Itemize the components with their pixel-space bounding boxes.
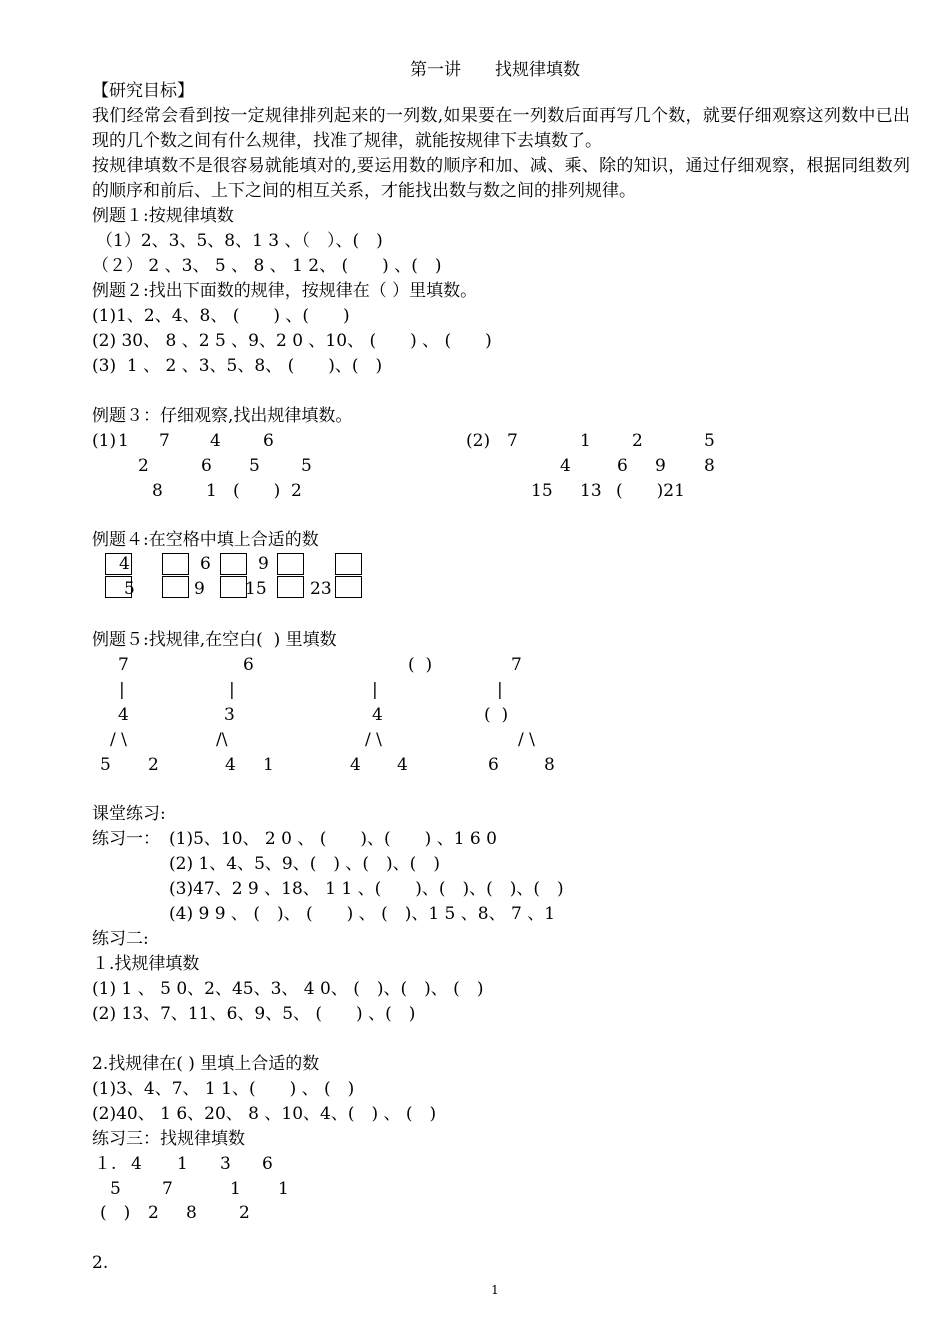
section-heading-goal: 【研究目标】 bbox=[92, 81, 194, 101]
tree-blank: ( ) bbox=[408, 655, 433, 675]
example-1-q1: （1）2、3、5、8、1 3 、（ ）、( ) bbox=[96, 231, 383, 251]
grid-number: 2 bbox=[239, 1203, 250, 1223]
practice-2-title: 练习二: bbox=[92, 929, 149, 949]
grid-number: 8 bbox=[704, 456, 715, 476]
grid-number: 1 bbox=[118, 431, 129, 451]
grid-cell-box bbox=[162, 576, 189, 598]
grid-number: 8 bbox=[186, 1203, 197, 1223]
grid-number: 4 bbox=[131, 1154, 142, 1174]
practice-1-q3: (3)47、2 9 、18、 1 1 、( )、( )、( )、( ) bbox=[169, 879, 564, 899]
tree-number: 7 bbox=[118, 655, 129, 675]
grid-number: 5 bbox=[704, 431, 715, 451]
grid-number: 2 bbox=[632, 431, 643, 451]
example-5-title: 例题５:找规律,在空白( ) 里填数 bbox=[92, 630, 337, 650]
grid-number: 4 bbox=[210, 431, 221, 451]
grid-number: 1 bbox=[278, 1179, 289, 1199]
grid-number: 5 bbox=[301, 456, 312, 476]
example-2-q1: (1)1、2、4、8、 ( ) 、( ) bbox=[92, 306, 350, 326]
tree-blank: ( ) bbox=[484, 705, 509, 725]
page-title: 第一讲 找规律填数 bbox=[410, 60, 580, 80]
grid-cell-box bbox=[220, 576, 247, 598]
tree-number: 2 bbox=[148, 755, 159, 775]
grid-number: 5 bbox=[249, 456, 260, 476]
practice-1-q1: (1)5、10、 2 0 、 ( )、( ) 、1 6 0 bbox=[169, 829, 497, 849]
grid-cell-box bbox=[335, 553, 362, 575]
example-3-a-label: (1) bbox=[92, 431, 117, 451]
tree-number: 4 bbox=[397, 755, 408, 775]
grid-number: 1 bbox=[230, 1179, 241, 1199]
practice-2-q4: (2)40、 1 6、20、 8 、10、4、( ) 、 ( ) bbox=[92, 1104, 437, 1124]
example-1-title: 例题１:按规律填数 bbox=[92, 206, 234, 226]
tree-number: 4 bbox=[225, 755, 236, 775]
grid-number: 9 bbox=[258, 554, 269, 574]
grid-cell-box bbox=[162, 553, 189, 575]
practice-3-title: 练习三：找规律填数 bbox=[92, 1129, 245, 1149]
grid-number: 7 bbox=[159, 431, 170, 451]
practice-3-label-1: １. bbox=[94, 1154, 117, 1174]
grid-number: 9 bbox=[655, 456, 666, 476]
tree-branch: | bbox=[119, 680, 125, 700]
practice-1-label: 练习一： bbox=[92, 829, 160, 849]
grid-number: 2 bbox=[291, 481, 302, 501]
example-3-b-label: (2) bbox=[466, 431, 491, 451]
grid-number: 6 bbox=[200, 554, 211, 574]
practice-2-q1: (1) 1 、 5 0、2、45、3、 4 0、 ( )、( )、 ( ) bbox=[92, 979, 484, 999]
page-number: 1 bbox=[491, 1283, 499, 1297]
grid-number: 7 bbox=[507, 431, 518, 451]
grid-number: 3 bbox=[220, 1154, 231, 1174]
grid-number: 23 bbox=[310, 579, 332, 599]
example-2-q3: (3) 1 、 2 、3、5、8、 ( )、( ) bbox=[92, 356, 383, 376]
practice-2-q2: (2) 13、7、11、6、9、5、 ( ) 、( ) bbox=[92, 1004, 416, 1024]
blank-with-number: ( )21 bbox=[616, 481, 685, 501]
practice-3-item-2: 2. bbox=[92, 1253, 109, 1273]
tree-number: 4 bbox=[350, 755, 361, 775]
tree-number: 7 bbox=[511, 655, 522, 675]
grid-number: 4 bbox=[119, 554, 130, 574]
practice-1-q2: (2) 1、4、5、9、( ) 、( )、( ) bbox=[169, 854, 440, 874]
tree-branch: | bbox=[497, 680, 503, 700]
grid-number: 6 bbox=[201, 456, 212, 476]
grid-number: 1 bbox=[580, 431, 591, 451]
grid-cell-box bbox=[220, 553, 247, 575]
grid-number: 5 bbox=[110, 1179, 121, 1199]
grid-number: 5 bbox=[124, 579, 135, 599]
example-2-q2: (2) 30、 8 、2 5 、9、2 0 、10、 ( ) 、 ( ) bbox=[92, 331, 492, 351]
blank-placeholder: ( ) bbox=[100, 1203, 131, 1223]
intro-paragraph-1: 我们经常会看到按一定规律排列起来的一列数,如果要在一列数后面再写几个数，就要仔细观察这列数中已出现的几个数之间有什么规律，找准了规律，就能按规律下去填数了。 bbox=[92, 106, 910, 151]
example-4-title: 例题４:在空格中填上合适的数 bbox=[92, 530, 319, 550]
tree-number: 8 bbox=[544, 755, 555, 775]
example-1-q2: （２） 2 、3、 5 、 8 、 1 2、 ( ) 、( ) bbox=[92, 256, 442, 276]
practice-1-q4: (4) 9 9 、 ( )、 ( ) 、 ( )、1 5 、8、 7 、1 bbox=[169, 904, 556, 924]
grid-number: 1 bbox=[206, 481, 217, 501]
grid-number: 6 bbox=[262, 1154, 273, 1174]
example-2-title: 例题２:找出下面数的规律，按规律在（ ）里填数。 bbox=[92, 281, 478, 301]
tree-branch: | bbox=[372, 680, 378, 700]
grid-number: 15 bbox=[531, 481, 553, 501]
grid-number: 6 bbox=[263, 431, 274, 451]
grid-number: 2 bbox=[148, 1203, 159, 1223]
example-3-title: 例题３：仔细观察,找出规律填数。 bbox=[92, 406, 353, 426]
grid-number: 7 bbox=[162, 1179, 173, 1199]
tree-number: 6 bbox=[243, 655, 254, 675]
grid-cell-box bbox=[335, 576, 362, 598]
practice-2-q3: (1)3、4、7、 1 1、( ) 、 ( ) bbox=[92, 1079, 355, 1099]
grid-number: 1 bbox=[177, 1154, 188, 1174]
grid-number: 8 bbox=[152, 481, 163, 501]
grid-number: 9 bbox=[194, 579, 205, 599]
tree-branch: /\ bbox=[216, 730, 228, 750]
tree-branch: | bbox=[229, 680, 235, 700]
tree-number: 3 bbox=[224, 705, 235, 725]
intro-paragraph-2: 按规律填数不是很容易就能填对的,要运用数的顺序和加、减、乘、除的知识，通过仔细观察，根据同组数列的顺序和前后、上下之间的相互关系，才能找出数与数之间的排列规律。 bbox=[92, 156, 910, 201]
tree-branch: / \ bbox=[518, 730, 535, 750]
grid-cell-box bbox=[277, 553, 304, 575]
tree-number: 4 bbox=[118, 705, 129, 725]
grid-number: 2 bbox=[138, 456, 149, 476]
tree-branch: / \ bbox=[365, 730, 382, 750]
grid-cell-box bbox=[277, 576, 304, 598]
grid-number: 6 bbox=[617, 456, 628, 476]
practice-2-sub1: １.找规律填数 bbox=[92, 954, 200, 974]
practice-title: 课堂练习: bbox=[92, 804, 166, 824]
grid-number: 13 bbox=[580, 481, 602, 501]
tree-number: 6 bbox=[488, 755, 499, 775]
tree-number: 4 bbox=[372, 705, 383, 725]
blank-placeholder: ( ) bbox=[233, 481, 281, 501]
grid-number: 15 bbox=[245, 579, 267, 599]
practice-2-sub2: 2.找规律在( ) 里填上合适的数 bbox=[92, 1054, 320, 1074]
tree-number: 5 bbox=[100, 755, 111, 775]
tree-branch: / \ bbox=[110, 730, 127, 750]
grid-number: 4 bbox=[560, 456, 571, 476]
tree-number: 1 bbox=[263, 755, 274, 775]
